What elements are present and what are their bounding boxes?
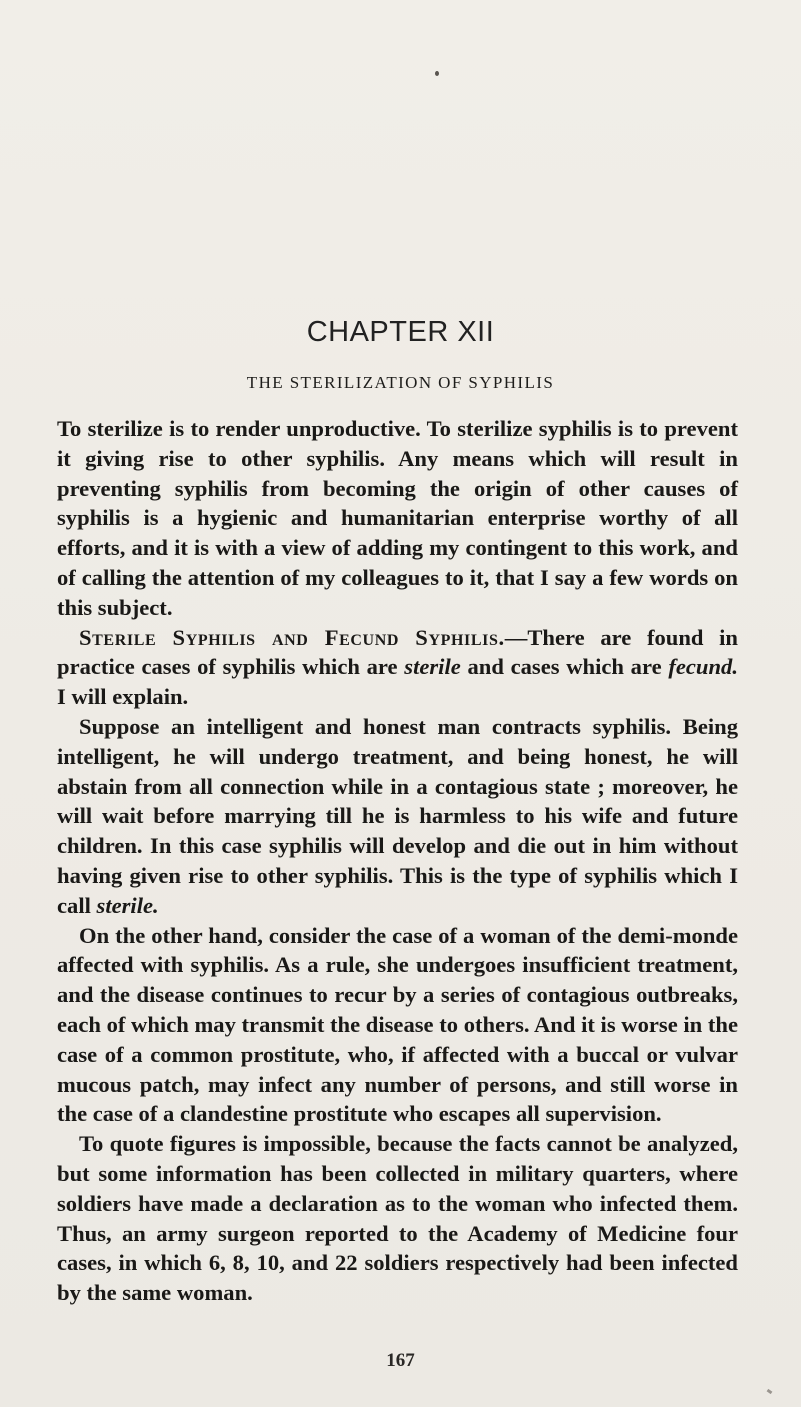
- page-number: 167: [386, 1350, 415, 1371]
- paragraph-3-text: Suppose an intelligent and honest man contracts syphilis. Being intelligent, he will undergo treatment, and being honest, he will abstain from all connection while in a contagious state ; moreover, he will wait before marrying till he is harmless to his wife and future children. In this case syphilis will develop and die out in him without having given rise to other syphilis. This is the type of syphilis which I call: [57, 713, 738, 918]
- paragraph-2-text-c: I will explain.: [57, 684, 189, 710]
- term-sterile-2: sterile.: [96, 892, 159, 918]
- paragraph-1: To sterilize is to render unproductive. To sterilize syphilis is to prevent it giving rise to other syphilis. Any means which will result in preventing syphilis from becoming the origin of other causes of syphilis is a hygienic and humanitarian enterprise worthy of all efforts, and it is with a view of adding my contingent to this work, and of calling the attention of my colleagues to it, that I say a few words on this subject.: [57, 416, 738, 620]
- ink-speck-corner: [767, 1389, 773, 1394]
- paragraph-5: To quote figures is impossible, because the facts cannot be analyzed, but some information has been collected in military quarters, where soldiers have made a declaration as to the woman who infected them. Thus, an army surgeon reported to the Academy of Medicine four cases, in which 6, 8, 10, and 22 soldiers respectively had been infected by the same woman.: [57, 1131, 738, 1306]
- chapter-title: CHAPTER XII: [306, 316, 495, 348]
- paragraph-2-text-a: —There are found in practice cases of syphilis which are: [57, 624, 738, 680]
- paragraph-2: [57, 623, 738, 712]
- section-title: THE STERILIZATION OF SYPHILIS: [246, 373, 555, 392]
- paragraph-3: [57, 712, 738, 921]
- paragraph-2-text-b: and cases which are: [460, 654, 669, 680]
- ink-speck: [435, 71, 439, 76]
- body-text: [57, 414, 738, 1308]
- paragraph-4: On the other hand, consider the case of a woman of the demi-monde affected with syphilis. As a rule, she undergoes insufficient treatment, and the disease continues to recur by a series of contagious outbreaks, each of which may transmit the disease to others. And it is worse in the case of a common prostitute, who, if affected with a buccal or vulvar mucous patch, may infect any number of persons, and still worse in the case of a clandestine prostitute who escapes all supervision.: [57, 922, 738, 1127]
- term-fecund: fecund.: [668, 654, 738, 680]
- term-sterile: sterile: [404, 654, 461, 680]
- section-heading: Sterile Syphilis and Fecund Syphilis.: [79, 624, 505, 650]
